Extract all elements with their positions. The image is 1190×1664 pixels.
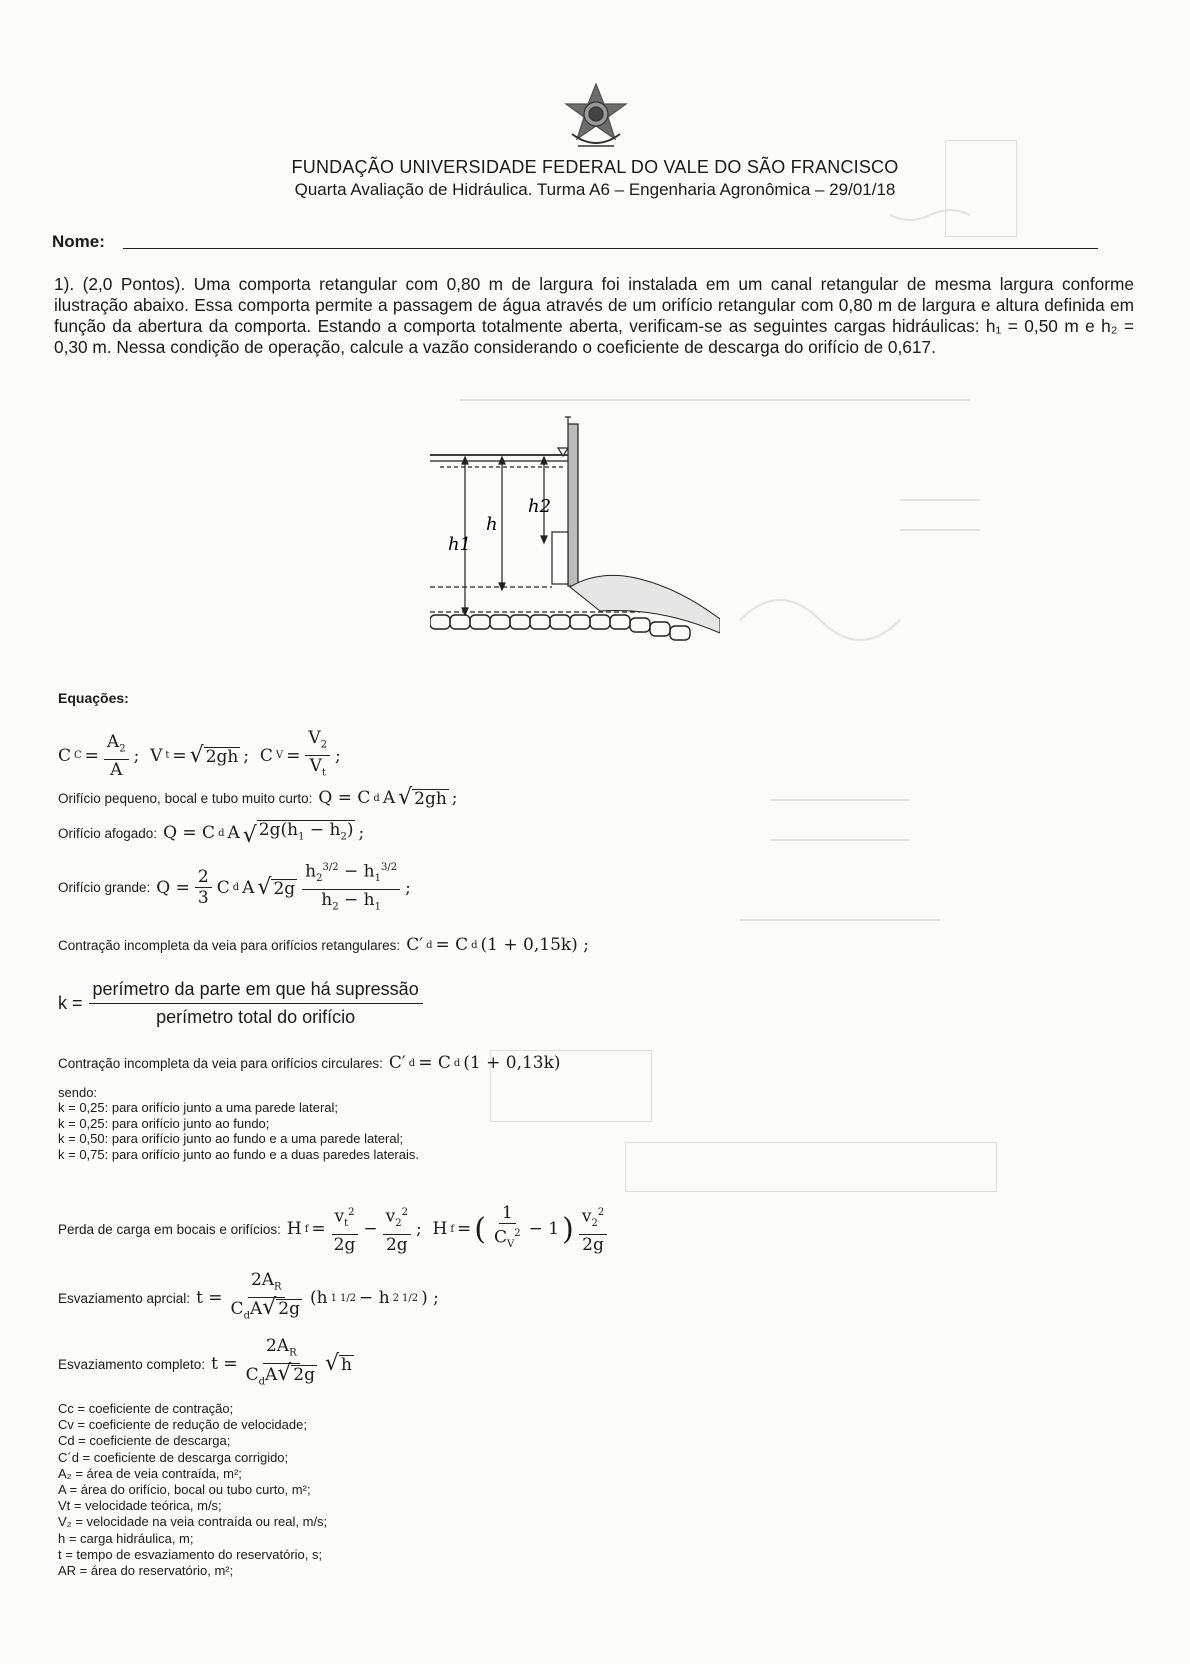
definition-item: V₂ = velocidade na veia contraída ou real, m/s; — [58, 1514, 328, 1530]
definition-item: Cv = coeficiente de redução de velocidade; — [58, 1417, 307, 1433]
k-cases-list — [58, 1085, 419, 1162]
exam-subtitle: Quarta Avaliação de Hidráulica. Turma A6 – Engenharia Agronômica – 29/01/18 — [294, 180, 896, 199]
definition-item: t = tempo de esvaziamento do reservatório, s; — [58, 1546, 323, 1562]
equation-rect-contraction: Contração incompleta da veia para orifícios retangulares: C′ d = C d (1 + 0,15k) ; — [58, 935, 589, 955]
k-denominator: perímetro total do orifício — [156, 1007, 356, 1027]
head-loss-label: Perda de carga em bocais e orifícios: — [58, 1221, 281, 1237]
k-case: k = 0,75: para orifício junto ao fundo e a duas paredes laterais. — [58, 1146, 419, 1162]
equation-drowned-orifice: Orifício afogado: Q = C d A √ $2g(h_1 - h_2)$ ; — [58, 820, 365, 849]
large-orifice-label: Orifício grande: — [58, 880, 151, 896]
k-case: k = 0,50: para orifício junto ao fundo e a uma parede lateral; — [58, 1131, 404, 1147]
coat-of-arms-emblem — [560, 82, 632, 152]
sluice-gate-diagram — [430, 412, 720, 672]
drowned-orifice-label: Orifício afogado: — [58, 825, 158, 841]
definition-item: Cc = coeficiente de contração; — [58, 1401, 234, 1416]
k-numerator: perímetro da parte em que há supressão — [89, 976, 423, 1004]
equation-partial-empty: Esvaziamento aprcial: t = $2A_R$ $C_dA$ √ 2g (h 1 1/2 − h 2 1/2 ) ; — [58, 1270, 439, 1322]
definition-item: Cd = coeficiente de descarga; — [58, 1433, 231, 1449]
sendo-label: sendo: — [58, 1085, 98, 1100]
k-case: k = 0,25: para orifício junto a uma parede lateral; — [58, 1100, 339, 1116]
institution-title: FUNDAÇÃO UNIVERSIDADE FEDERAL DO VALE DO SÃO FRANCISCO — [291, 157, 899, 177]
equation-coefficients: C C = $\frac{A_2}{A}$ ; V t = √ 2gh ; C V = $\frac{V_2}{V_t}$ ; — [58, 728, 341, 781]
question-text: 1). (2,0 Pontos). Uma comporta retangular com 0,80 m de largura foi instalada em um canal retangular de mesma largura conforme ilustração abaixo. Essa comporta permite a passagem de água através de um orifício retangular com 0,80 m de largura e altura definida em função da abertura da comporta. Estando a comporta totalmente aberta, verificam-se as seguintes cargas hidráulicas: h₁ = 0,50 m e h₂ = 0,30 m. Nessa condição de operação, calcule a vazão considerando o coeficiente de descarga do orifício de 0,617. — [54, 274, 1134, 357]
equation-k-definition: k = $\frac{\text{perímetro da parte em que há supressão}}{\text{perímetro total do orifício}}$ — [58, 976, 425, 1031]
full-empty-label: Esvaziamento completo: — [58, 1356, 206, 1372]
rect-contraction-label: Contração incompleta da veia para orifícios retangulares: — [58, 937, 401, 953]
equation-head-loss: Perda de carga em bocais e orifícios: H f = $\frac{v_t^2}{2g}$ − $\frac{v_2^2}{2g}$ ; H f = ( $\frac{1}{C_V^2}$ − 1 ) $\frac{v_2^2}{2g}$ — [58, 1203, 609, 1255]
name-input-line[interactable] — [123, 248, 1098, 249]
equations-title: Equações: — [58, 690, 129, 706]
equation-circ-contraction: Contração incompleta da veia para orifícios circulares: C′ d = C d (1 + 0,13k) — [58, 1053, 561, 1073]
definition-item: C´d = coeficiente de descarga corrigido; — [58, 1449, 289, 1465]
label-h2: h2 — [528, 496, 552, 517]
partial-empty-label: Esvaziamento aprcial: — [58, 1290, 191, 1306]
definition-item: AR = área do reservatório, m²; — [58, 1563, 234, 1579]
definitions-list — [58, 1401, 327, 1579]
label-h1: h1 — [448, 534, 472, 555]
small-orifice-label: Orifício pequeno, bocal e tubo muito curto: — [58, 790, 313, 806]
k-case: k = 0,25: para orifício junto ao fundo; — [58, 1115, 270, 1131]
equation-large-orifice: Orifício grande: Q = $\frac{2}{3}$ C d A √ 2g $\frac{h_2^{3/2} - h_1^{3/2}}{h_2 - h_1}$ ; — [58, 858, 411, 917]
name-label: Nome: — [52, 232, 105, 251]
circ-contraction-label: Contração incompleta da veia para orifícios circulares: — [58, 1055, 383, 1071]
label-h: h — [486, 514, 498, 535]
definition-item: Vt = velocidade teórica, m/s; — [58, 1498, 222, 1514]
definition-item: h = carga hidráulica, m; — [58, 1530, 194, 1546]
equation-full-empty: Esvaziamento completo: t = $2A_R$ $C_dA$ √ 2g √ h — [58, 1336, 352, 1388]
definition-item: A = área do orifício, bocal ou tubo curto, m²; — [58, 1482, 311, 1498]
equation-small-orifice: Orifício pequeno, bocal e tubo muito curto: Q = C d A √ 2gh ; — [58, 785, 458, 810]
definition-item: A₂ = área de veia contraída, m²; — [58, 1465, 242, 1481]
